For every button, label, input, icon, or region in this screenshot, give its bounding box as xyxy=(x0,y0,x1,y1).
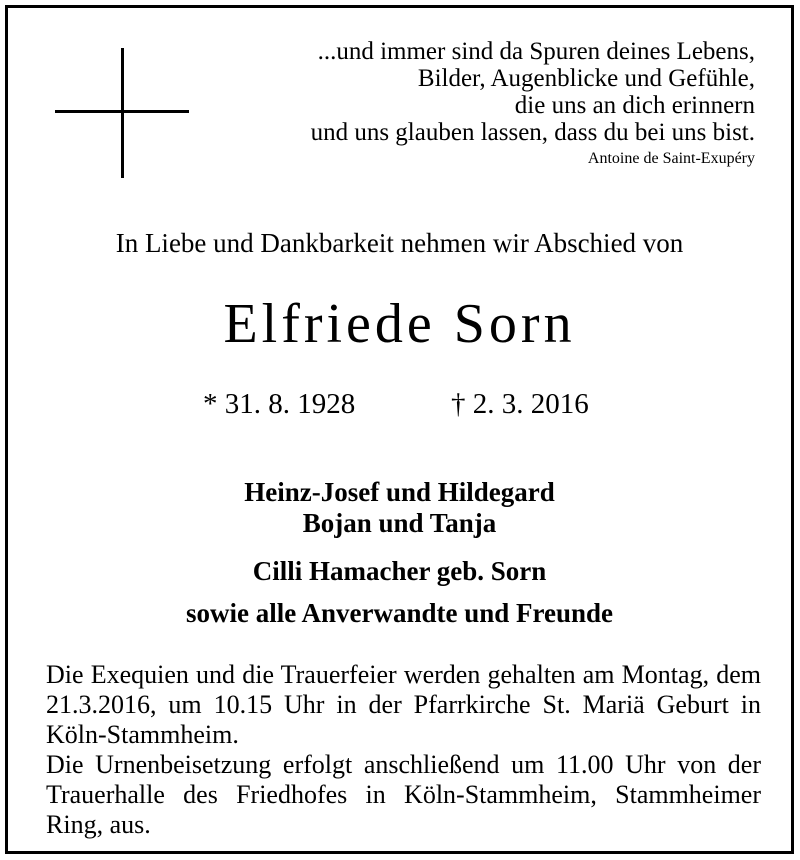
poem-line: Bilder, Augenblicke und Gefühle, xyxy=(417,65,755,92)
poem-line: die uns an dich erinnern xyxy=(514,92,755,119)
cross-vertical-bar xyxy=(121,48,124,178)
urn-burial-text: Die Urnenbeisetzung erfolgt anschließend um 11.00 Uhr von der Trauerhalle des Friedhofes in Köln-Stammheim, Stammheimer Ring, aus. xyxy=(46,750,761,839)
poem-line: ...und immer sind da Spuren deines Lebens, xyxy=(317,38,755,65)
mourner-line: Cilli Hamacher geb. Sorn xyxy=(252,556,547,586)
cross-icon xyxy=(55,48,189,178)
service-info xyxy=(46,660,761,840)
obituary-notice xyxy=(5,5,794,854)
poem-author: Antoine de Saint-Exupéry xyxy=(587,150,755,167)
mourner-line: sowie alle Anverwandte und Freunde xyxy=(185,598,614,628)
mourners-list xyxy=(8,476,791,630)
mourner-line: Heinz-Josef und Hildegard xyxy=(244,477,555,507)
funeral-service-text: Die Exequien und die Trauerfeier werden gehalten am Montag, dem 21.3.2016, um 10.15 Uhr in der Pfarrkirche St. Mariä Geburt in Köln-Stammheim. xyxy=(46,660,761,749)
deceased-name: Elfriede Sorn xyxy=(223,293,576,355)
poem-quote xyxy=(311,38,755,172)
cross-horizontal-bar xyxy=(55,110,189,113)
poem-line: und uns glauben lassen, dass du bei uns bist. xyxy=(310,119,755,146)
farewell-intro: In Liebe und Dankbarkeit nehmen wir Abschied von xyxy=(115,228,684,258)
death-date: † 2. 3. 2016 xyxy=(451,388,589,420)
birth-date: * 31. 8. 1928 xyxy=(203,388,356,420)
mourner-line: Bojan und Tanja xyxy=(302,508,497,538)
